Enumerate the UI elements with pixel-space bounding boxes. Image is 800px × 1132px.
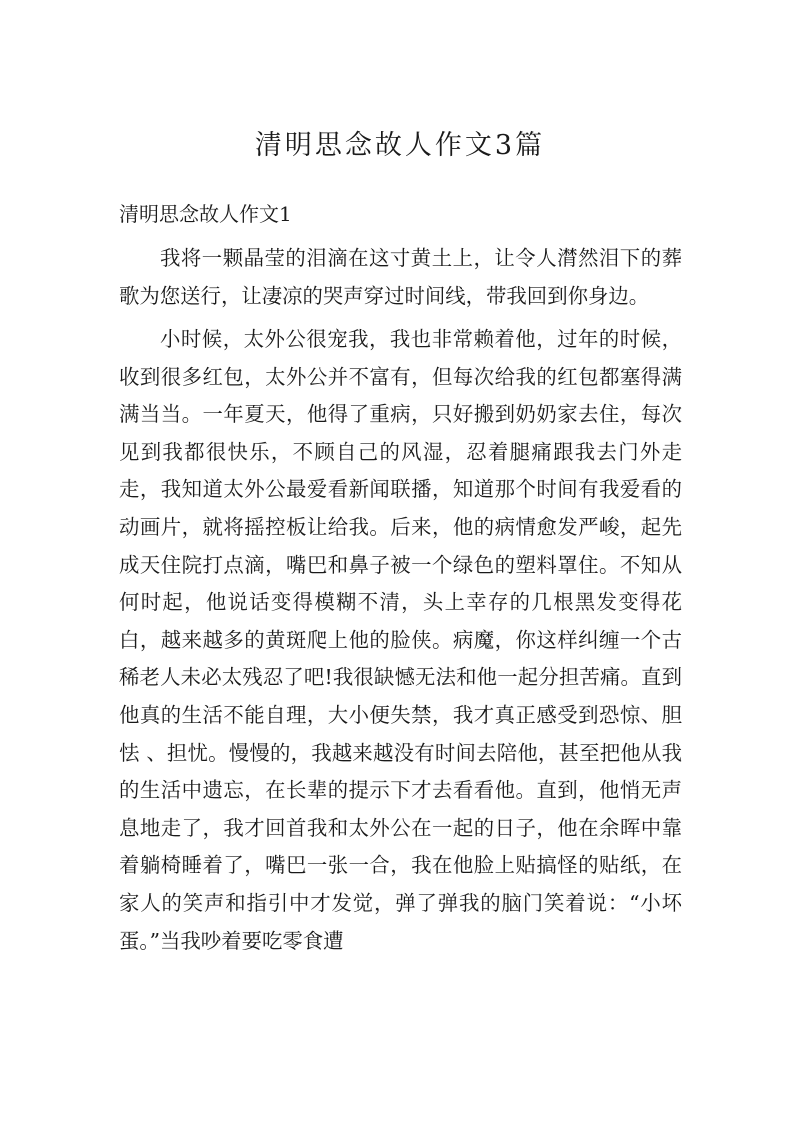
page-title: 清明思念故人作文3篇 [254,130,546,161]
paragraph-1: 我将一颗晶莹的泪滴在这寸黄土上，让令人潸然泪下的葬歌为您送行，让凄凉的哭声穿过时间线，带我回到你身边。 [119,246,682,308]
paragraph-2: 小时候，太外公很宠我，我也非常赖着他，过年的时候，收到很多红包，太外公并不富有，但每次给我的红包都塞得满满当当。一年夏天，他得了重病，只好搬到奶奶家去住，每次见到我都很快乐，不顾自己的风湿，忍着腿痛跟我去门外走走，我知道太外公最爱看新闻联播，知道那个时间有我爱看的动画片，就将摇控板让给我。后来，他的病情愈发严峻，起先成天住院打点滴，嘴巴和鼻子被一个绿色的塑料罩住。不知从何时起，他说话变得模糊不清，头上幸存的几根黑发变得花白，越来越多的黄斑爬上他的脸侠。病魔，你这样纠缠一个古稀老人未必太残忍了吧!我很缺憾无法和他一起分担苦痛。直到他真的生活不能自理，大小便失禁，我才真正感受到恐惊、胆怯 、担忧。慢慢的，我越来越没有时间去陪他，甚至把他从我的生活中遗忘，在长辈的提示下才去看看他。直到，他悄无声息地走了，我才回首我和太外公在一起的日子，他在余晖中靠着躺椅睡着了，嘴巴一张一合，我在他脸上贴搞怪的贴纸，在家人的笑声和指引中才发觉，弹了弹我的脑门笑着说：“小坏蛋。”当我吵着要吃零食遭 [119,327,682,953]
section-heading: 清明思念故人作文1 [119,202,292,226]
